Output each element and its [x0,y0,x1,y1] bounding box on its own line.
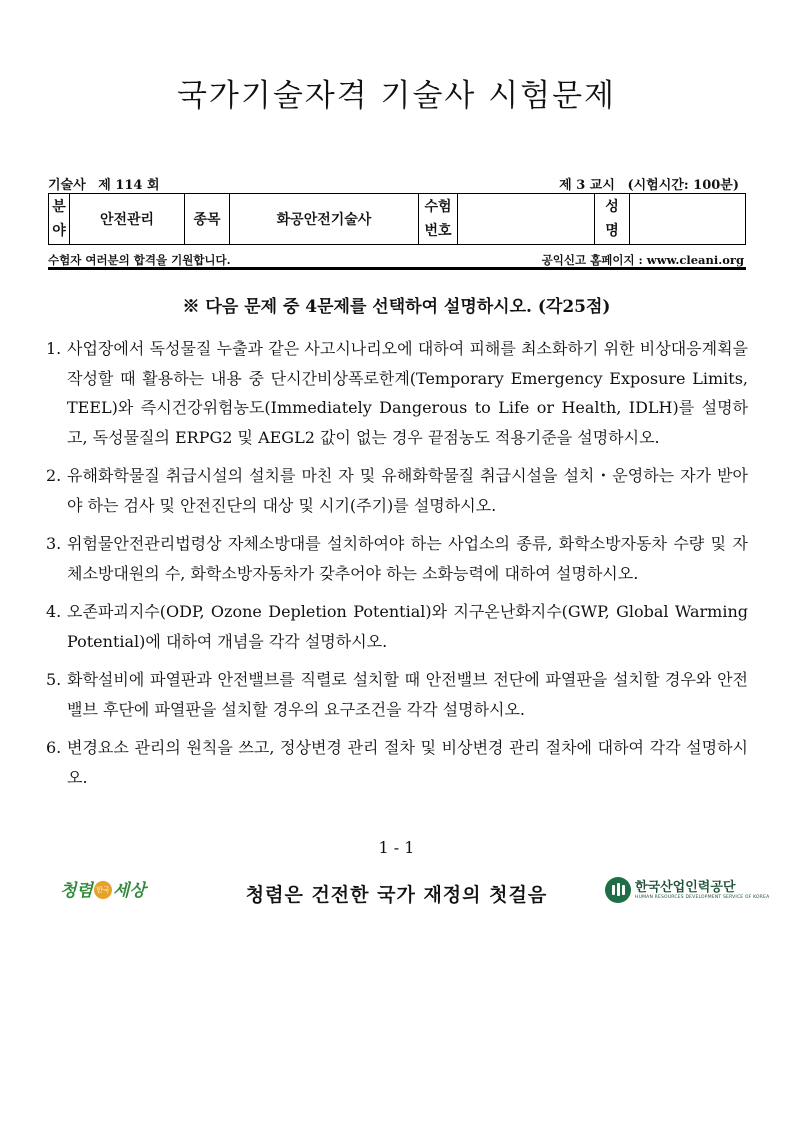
question-text: 유해화학물질 취급시설의 설치를 마친 자 및 유해화학물질 취급시설을 설치・운영하는 자가 받아야 하는 검사 및 안전진단의 대상 및 시기(주기)를 설명하시오. [67,466,748,515]
page-title: 국가기술자격 기술사 시험문제 [176,78,616,114]
hrd-korea-subtitle: HUMAN RESOURCES DEVELOPMENT SERVICE OF KOREA [635,895,770,900]
field-label-cell [49,194,70,245]
question-item [46,334,748,452]
integrity-logo-ring-icon: 한국 [94,881,112,899]
question-item [46,529,748,588]
question-number: 1. [46,339,62,358]
question-item [46,597,748,656]
question-text: 화학설비에 파열판과 안전밸브를 직렬로 설치할 때 안전밸브 전단에 파열판을 설치할 경우와 안전밸브 후단에 파열판을 설치할 경우의 요구조건을 각각 설명하시오. [67,670,748,719]
name-label-cell [595,194,630,245]
exam-category: 기술사 [48,178,86,193]
question-number: 4. [46,602,62,621]
hrd-korea-logo [605,874,770,908]
hrd-korea-name: 한국산업인력공단 [635,880,736,895]
hrd-korea-emblem-icon [605,877,631,903]
footer-slogan: 청렴은 건전한 국가 재정의 첫걸음 [245,884,548,906]
field-label-bottom: 야 [52,223,66,239]
item-label-cell: 종목 [185,194,230,245]
page-number: 1 - 1 [378,838,415,857]
exam-info-row [48,172,745,192]
question-item [46,665,748,724]
wish-text: 수험자 여러분의 합격을 기원합니다. [48,253,231,267]
exam-number-label-bottom: 번호 [424,223,452,239]
question-number: 5. [46,670,62,689]
question-text: 사업장에서 독성물질 누출과 같은 사고시나리오에 대하여 피해를 최소화하기 위한 비상대응계획을 작성할 때 활용하는 내용 중 단시간비상폭로한계(Temporary Emergency Exposure Limits, TEEL)와 즉시건강위험농도(Immediately Dangerous to Life or Health, IDLH)를 설명하고, 독성물질의 ERPG2 및 AEGL2 값이 없는 경우 끝점농도 적용기준을 설명하시오. [67,339,748,447]
item-value-cell: 화공안전기술사 [230,194,419,245]
question-item [46,461,748,520]
exam-number-label-top: 수험 [424,199,452,215]
question-item [46,733,748,792]
name-label-top: 성 [605,199,619,215]
exam-round: 제 114 회 [98,178,160,193]
website-text: 공익신고 홈페이지 : www.cleani.org [541,253,744,267]
exam-time: (시험시간: 100분) [627,178,739,193]
question-text: 변경요소 관리의 원칙을 쓰고, 정상변경 관리 절차 및 비상변경 관리 절차에 대하여 각각 설명하시오. [67,738,748,787]
integrity-logo-text-2: 세상 [112,881,146,901]
question-list [46,334,748,801]
integrity-logo-text-1: 청렴 [60,881,93,901]
header-divider [48,267,746,270]
field-label-top: 분 [52,199,66,215]
question-number: 2. [46,466,62,485]
exam-number-field[interactable] [458,194,595,245]
name-label-bottom: 명 [605,223,619,239]
exam-info-left [48,174,168,193]
field-value-cell: 안전관리 [70,194,185,245]
question-text: 오존파괴지수(ODP, Ozone Depletion Potential)와 지구온난화지수(GWP, Global Warming Potential)에 대하여 개념을 각각 설명하시오. [67,602,748,651]
notice-row [48,249,746,267]
exam-period: 제 3 교시 [559,178,615,193]
exam-info-right [559,174,739,193]
question-number: 3. [46,534,62,553]
exam-header-table [48,193,746,245]
question-number: 6. [46,738,62,757]
name-field[interactable] [630,194,746,245]
exam-number-label-cell [419,194,458,245]
instruction-text: ※ 다음 문제 중 4문제를 선택하여 설명하시오. (각25점) [182,297,611,317]
question-text: 위험물안전관리법령상 자체소방대를 설치하여야 하는 사업소의 종류, 화학소방자동차 수량 및 자체소방대원의 수, 화학소방자동차가 갖추어야 하는 소화능력에 대하여 설명하시오. [67,534,748,583]
